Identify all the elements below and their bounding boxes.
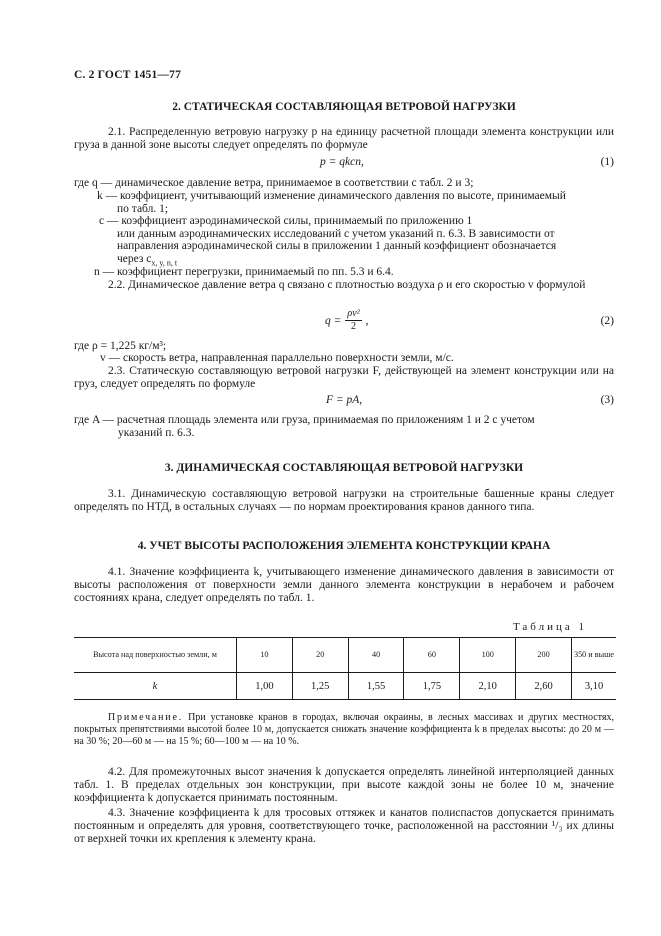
definition-a-line2: указаний п. 6.3.: [118, 427, 195, 439]
formula-2-numerator: ρv²: [347, 308, 360, 319]
table-row-label: k: [74, 673, 237, 700]
formula-2: [325, 308, 369, 333]
table-header-cell: 100: [460, 638, 516, 673]
table-header-cell: 60: [404, 638, 460, 673]
paragraph-3-1: 3.1. Динамическую составляющую ветровой нагрузки на строительные башенные краны следует определять по НТД, в остальных случаях — по нормам проектирования кранов данного типа.: [74, 488, 614, 513]
definition-c-subscripts: x, y, n, t: [151, 258, 178, 268]
formula-3-number: (3): [600, 394, 614, 406]
height-coefficient-table: [74, 637, 616, 700]
definition-n: n — коэффициент перегрузки, принимаемый по пп. 5.3 и 6.4.: [94, 266, 394, 278]
definition-q: где q — динамическое давление ветра, принимаемое в соответствии с табл. 2 и 3;: [74, 177, 474, 189]
definition-a-line1: где A — расчетная площадь элемента или груза, принимаемая по приложениям 1 и 2 с учетом: [74, 414, 535, 426]
formula-2-denominator: 2: [351, 321, 357, 332]
section-2-title: 2. СТАТИЧЕСКАЯ СОСТАВЛЯЮЩАЯ ВЕТРОВОЙ НАГРУЗКИ: [172, 101, 516, 113]
definition-c-line1: c — коэффициент аэродинамической силы, принимаемый по приложению 1: [99, 215, 473, 227]
table-cell: 2,60: [516, 673, 572, 700]
table-header-cell: 10: [237, 638, 293, 673]
table-caption: Таблица 1: [512, 621, 587, 633]
table-header-cell: 200: [516, 638, 572, 673]
table-cell: 1,25: [292, 673, 348, 700]
section-3-title: 3. ДИНАМИЧЕСКАЯ СОСТАВЛЯЮЩАЯ ВЕТРОВОЙ НАГРУЗКИ: [164, 462, 524, 474]
formula-3: F = pA,: [326, 394, 363, 406]
definition-c-line2: или данным аэродинамических исследований с учетом указаний п. 6.3. В зависимости от: [117, 228, 555, 240]
table-cell: 1,55: [348, 673, 404, 700]
table-cell: 2,10: [460, 673, 516, 700]
definition-rho: где ρ = 1,225 кг/м³;: [74, 340, 167, 352]
table-note: [74, 712, 614, 749]
paragraph-2-1: 2.1. Распределенную ветровую нагрузку p на единицу расчетной площади элемента конструкции или груза в данной зоне высоты следует определять по формуле: [74, 126, 614, 151]
formula-2-fraction: [345, 308, 361, 333]
table-cell: 1,75: [404, 673, 460, 700]
paragraph-4-2: 4.2. Для промежуточных высот значения k допускается определять линейной интерполяцией данных табл. 1. В пределах отдельных зон конструкции, при высоте каждой зоны не более 10 м, значение коэффициента k допускается принимать постоянным.: [74, 766, 614, 804]
table-header-cell: 40: [348, 638, 404, 673]
formula-1-number: (1): [600, 156, 614, 168]
section-4-title: 4. УЧЕТ ВЫСОТЫ РАСПОЛОЖЕНИЯ ЭЛЕМЕНТА КОНСТРУКЦИИ КРАНА: [137, 540, 551, 552]
table-cell: 1,00: [237, 673, 293, 700]
definition-c-line4-text: через c: [117, 253, 152, 265]
formula-2-tail: ,: [365, 314, 369, 327]
paragraph-2-3: 2.3. Статическую составляющую ветровой нагрузки F, действующей на элемент конструкции или на груз, следует определять по формуле: [74, 365, 614, 390]
note-label: Примечание.: [108, 712, 184, 723]
definition-v: v — скорость ветра, направленная параллельно поверхности земли, м/с.: [100, 352, 454, 364]
definition-k-line1: k — коэффициент, учитывающий изменение динамического давления по высоте, принимаемый: [97, 190, 566, 202]
table-cell: 3,10: [572, 673, 617, 700]
table-header-label: Высота над поверхностью земли, м: [74, 638, 237, 673]
definition-c-line3: направления аэродинамической силы в приложении 1 данный коэффициент обозначается: [117, 240, 557, 252]
definition-k-line2: по табл. 1;: [117, 203, 169, 215]
page-header: С. 2 ГОСТ 1451—77: [74, 69, 182, 81]
note-text: При установке кранов в городах, включая окраины, в лесных массивах и других местностях, покрытых препятствиями высотой более 10 м, допускается снижать значение коэффициента k в пределах высоты: до 20 м — на 30 %; 20—60 м — на 15 %; 60—100 м — на 10 %.: [74, 712, 614, 748]
formula-1: p = qkcn,: [320, 156, 364, 168]
table-header-cell: 350 и выше: [572, 638, 617, 673]
table-row: [74, 673, 616, 700]
paragraph-4-1: 4.1. Значение коэффициента k, учитывающего изменение динамического давления в зависимости от высоты расположения от поверхности земли данного элемента конструкции в нерабочем и рабочем состояниях крана, следует определять по табл. 1.: [74, 566, 614, 604]
paragraph-2-2: 2.2. Динамическое давление ветра q связано с плотностью воздуха ρ и его скоростью v формулой: [108, 279, 586, 291]
formula-2-left: q =: [325, 314, 342, 327]
formula-2-number: (2): [600, 315, 614, 327]
paragraph-4-3: 4.3. Значение коэффициента k для тросовых оттяжек и канатов полиспастов допускается принимать постоянным и определять для уровня, соответствующего точке, расположенной на расстоянии ¹/₃ их длины от верхней точки их крепления к элементу крана.: [74, 807, 614, 845]
table-header-row: [74, 638, 616, 673]
table-header-cell: 20: [292, 638, 348, 673]
